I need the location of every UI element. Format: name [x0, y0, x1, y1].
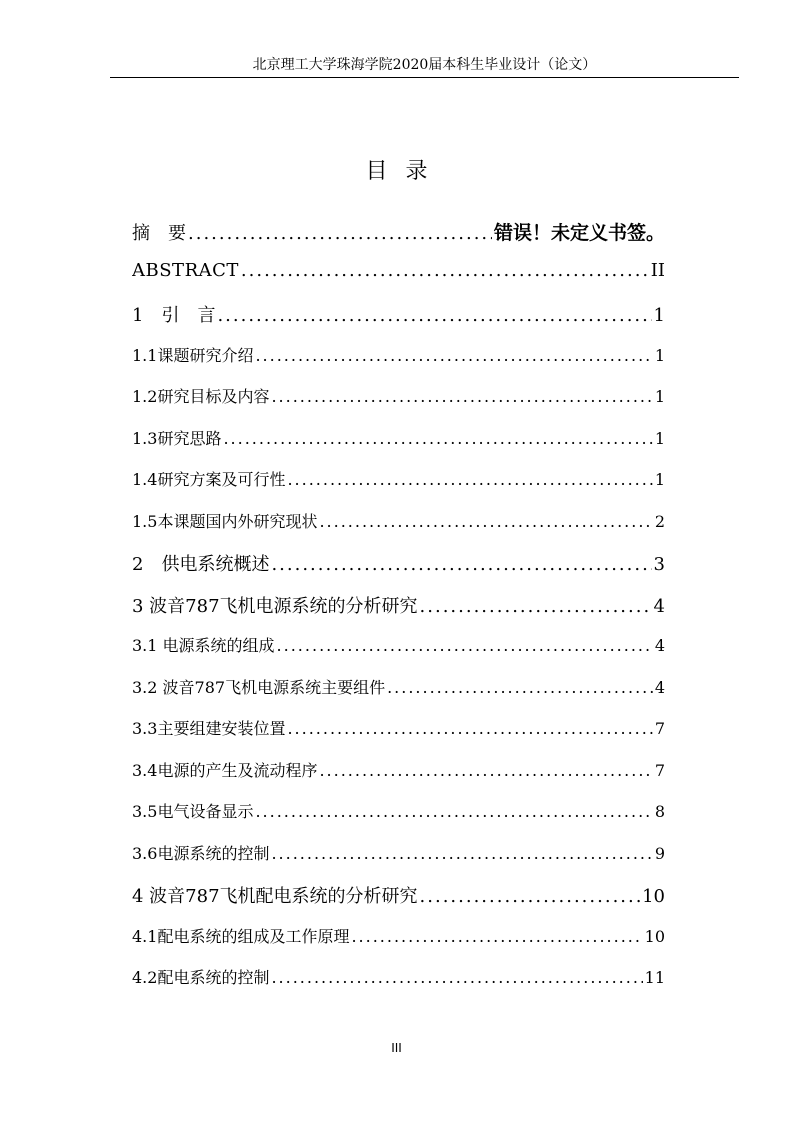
toc-entry-page-number: 10	[642, 886, 665, 907]
toc-dot-leader	[223, 429, 652, 448]
toc-entry-error-text: 错误！未定义书签。	[493, 222, 665, 244]
toc-entry-page-number: 11	[644, 968, 665, 987]
toc-entry-page-number: 9	[654, 843, 665, 863]
toc-entry-page-number: 2	[654, 511, 665, 531]
toc-dot-leader	[217, 305, 651, 326]
toc-entry[interactable]	[132, 965, 665, 1007]
toc-entry[interactable]	[132, 633, 665, 675]
toc-entry[interactable]	[132, 675, 665, 717]
toc-dot-leader	[271, 554, 651, 575]
toc-entry-label: 2 供电系统概述	[132, 554, 270, 575]
toc-entry-label: 1.5本课题国内外研究现状	[132, 511, 318, 531]
toc-entry-label: 1.4研究方案及可行性	[132, 470, 286, 489]
header-divider	[110, 77, 739, 78]
toc-dot-leader	[271, 844, 652, 863]
page-header: 北京理工大学珠海学院2020届本科生毕业设计（论文）	[252, 57, 597, 73]
toc-entry-label: 1.1课题研究介绍	[132, 345, 254, 365]
toc-entry[interactable]	[132, 550, 665, 592]
toc-entry[interactable]	[132, 426, 665, 468]
toc-dot-leader	[351, 927, 642, 946]
toc-entry-label: 1 引 言	[132, 305, 216, 326]
table-of-contents	[132, 218, 665, 1007]
toc-entry-label: 4.2配电系统的控制	[132, 968, 270, 987]
toc-entry-page-number: 1	[654, 428, 665, 448]
page-title: 目录	[365, 159, 446, 184]
toc-entry-page-number: 1	[653, 305, 665, 326]
toc-dot-leader	[319, 512, 652, 531]
toc-entry-label: 3.4电源的产生及流动程序	[132, 760, 318, 780]
toc-entry-page-number: II	[650, 259, 665, 281]
toc-entry-page-number: 1	[654, 470, 665, 489]
toc-dot-leader	[319, 761, 652, 780]
toc-dot-leader	[255, 802, 652, 821]
toc-entry-page-number: 1	[654, 387, 665, 406]
toc-dot-leader	[277, 636, 653, 655]
toc-entry-label: 4.1配电系统的组成及工作原理	[132, 926, 350, 946]
toc-dot-leader	[271, 968, 642, 987]
toc-entry-label: ABSTRACT	[132, 259, 239, 281]
page-number: III	[391, 1041, 402, 1055]
toc-entry-page-number: 4	[653, 595, 665, 617]
toc-entry-label: 1.2研究目标及内容	[132, 387, 270, 406]
toc-entry-label: 3 波音787飞机电源系统的分析研究	[132, 595, 418, 617]
toc-entry[interactable]	[132, 758, 665, 800]
toc-dot-leader	[255, 346, 652, 365]
toc-dot-leader	[287, 470, 652, 489]
toc-entry-page-number: 1	[654, 345, 665, 365]
toc-dot-leader	[241, 260, 649, 281]
toc-entry-label: 3.1 电源系统的组成	[132, 636, 275, 655]
toc-entry-page-number: 3	[653, 554, 665, 575]
toc-entry[interactable]	[132, 218, 665, 260]
toc-entry[interactable]	[132, 592, 665, 634]
toc-entry[interactable]	[132, 841, 665, 883]
toc-entry-label: 3.3主要组建安装位置	[132, 719, 286, 738]
toc-entry-label: 3.5电气设备显示	[132, 802, 254, 821]
toc-entry-page-number: 4	[654, 677, 665, 697]
toc-dot-leader	[420, 886, 641, 907]
toc-entry-label: 3.6电源系统的控制	[132, 843, 270, 863]
toc-dot-leader	[420, 596, 652, 617]
toc-entry[interactable]	[132, 882, 665, 924]
toc-entry-page-number: 4	[654, 636, 665, 655]
toc-entry-label: 1.3研究思路	[132, 428, 222, 448]
toc-dot-leader	[271, 387, 652, 406]
toc-entry[interactable]	[132, 924, 665, 966]
toc-entry[interactable]	[132, 716, 665, 758]
toc-entry[interactable]	[132, 467, 665, 509]
toc-entry[interactable]	[132, 799, 665, 841]
toc-entry-label: 4 波音787飞机配电系统的分析研究	[132, 886, 418, 907]
toc-entry-label: 摘 要	[132, 223, 186, 244]
toc-entry[interactable]	[132, 301, 665, 343]
toc-dot-leader	[188, 223, 492, 244]
toc-entry-page-number: 7	[654, 719, 665, 738]
toc-entry[interactable]	[132, 343, 665, 385]
toc-entry[interactable]	[132, 260, 665, 302]
toc-entry-page-number: 8	[654, 802, 665, 821]
toc-entry-label: 3.2 波音787飞机电源系统主要组件	[132, 677, 386, 697]
toc-dot-leader	[387, 678, 653, 697]
toc-entry[interactable]	[132, 509, 665, 551]
toc-entry[interactable]	[132, 384, 665, 426]
toc-entry-page-number: 7	[654, 760, 665, 780]
toc-entry-page-number: 10	[644, 926, 665, 946]
toc-dot-leader	[287, 719, 652, 738]
